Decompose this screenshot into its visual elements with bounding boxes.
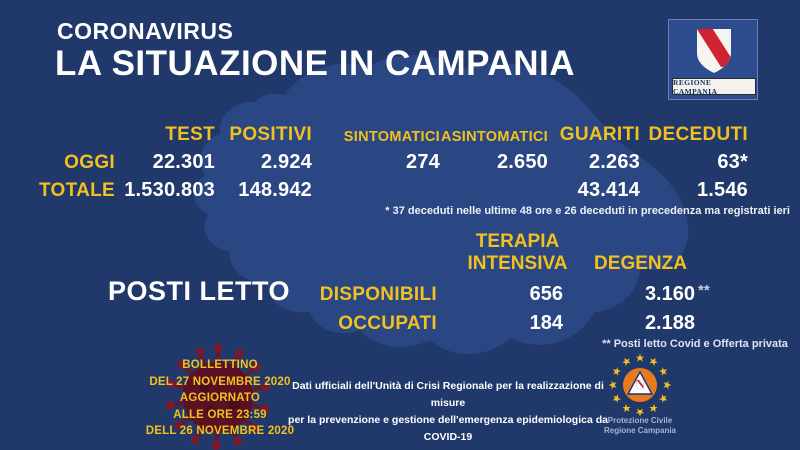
stat-header-sintomatici: SINTOMATICI [343, 129, 440, 145]
stat-value-oggi-test: 22.301 [152, 151, 215, 173]
deceduti-footnote: * 37 deceduti nelle ultime 48 ore e 26 deceduti in precedenza ma registrati ieri [385, 205, 790, 217]
beds-footnote: ** Posti letto Covid e Offerta privata [602, 338, 788, 350]
beds-disponibili-intensiva: 656 [529, 283, 563, 305]
bulletin-line: DEL 27 NOVEMBRE 2020 [149, 375, 291, 388]
campania-shield-icon [693, 27, 735, 77]
row-label-occupati: OCCUPATI [338, 312, 437, 334]
source-note-line2: per la prevenzione e gestione dell'emergenza epidemiologica da COVID-19 [288, 414, 608, 443]
row-label-totale: TOTALE [38, 180, 115, 201]
bulletin-line: ALLE ORE 23:59 [173, 408, 267, 421]
regione-campania-banner: REGIONE CAMPANIA [672, 78, 756, 95]
stat-header-guariti: GUARITI [559, 124, 640, 145]
stat-value-oggi-sintomatici: 274 [406, 151, 440, 173]
intensiva-label: INTENSIVA [467, 253, 568, 274]
source-note [288, 378, 608, 446]
pc-caption-line1: Protezione Civile [607, 416, 673, 425]
protezione-civile-caption [580, 416, 700, 435]
beds-table [150, 280, 729, 338]
stat-value-oggi-positivi: 2.924 [260, 151, 312, 173]
posti-letto-title: POSTI LETTO [108, 276, 291, 306]
pc-caption-line2: Regione Campania [603, 425, 676, 435]
stat-value-oggi-guariti: 2.263 [588, 151, 640, 173]
stats-table [30, 118, 748, 202]
stat-header-deceduti: DECEDUTI [648, 124, 748, 145]
beds-occupati-intensiva: 184 [529, 312, 563, 334]
header-terapia-intensiva [445, 231, 590, 275]
header-degenza: DEGENZA [594, 253, 687, 274]
stat-value-oggi-deceduti: 63* [717, 151, 748, 173]
stat-value-totale-test: 1.530.803 [124, 179, 215, 201]
beds-occupati-degenza: 2.188 [644, 312, 695, 334]
stat-header-asintomatici: ASINTOMATICI [441, 129, 548, 145]
stat-header-positivi: POSITIVI [229, 124, 312, 145]
stat-header-test: TEST [165, 124, 215, 145]
title-coronavirus: CORONAVIRUS [57, 18, 234, 44]
protezione-civile-logo [595, 352, 685, 418]
regione-campania-logo [668, 19, 758, 100]
bulletin-line: BOLLETTINO [182, 359, 258, 371]
stat-value-oggi-asintomatici: 2.650 [496, 151, 548, 173]
stat-value-totale-guariti: 43.414 [577, 179, 640, 201]
source-note-line1: Dati ufficiali dell'Unità di Crisi Regionale per la realizzazione di misure [292, 380, 604, 409]
beds-disponibili-degenza: 3.160 [644, 283, 695, 305]
beds-disponibili-mark: ** [698, 282, 710, 299]
terapia-label: TERAPIA [475, 231, 560, 252]
row-label-disponibili: DISPONIBILI [319, 283, 437, 305]
title-situazione: LA SITUAZIONE IN CAMPANIA [55, 44, 575, 83]
bulletin-line: AGGIORNATO [179, 392, 261, 404]
stat-value-totale-deceduti: 1.546 [696, 179, 748, 201]
stat-value-totale-positivi: 148.942 [238, 179, 312, 201]
row-label-oggi: OGGI [64, 152, 115, 173]
bulletin-line: DELL 26 NOVEMBRE 2020 [145, 425, 295, 437]
